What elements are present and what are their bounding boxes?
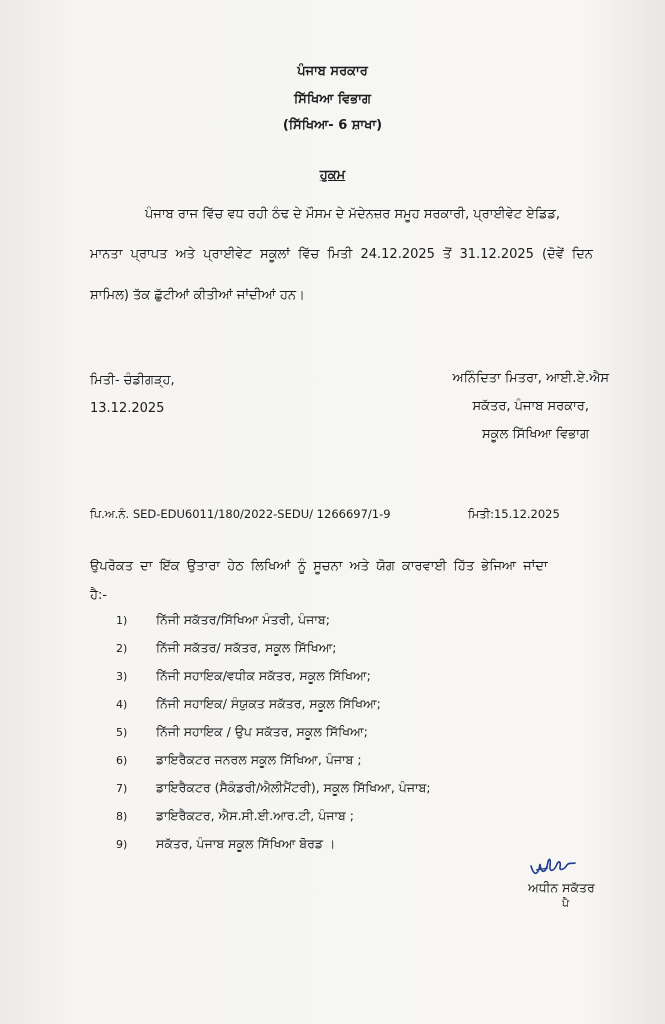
list-item-number: 8) xyxy=(116,810,128,823)
list-item-number: 9) xyxy=(116,838,128,851)
list-item xyxy=(0,698,665,722)
list-item xyxy=(0,614,665,638)
endorsement-ref-date: ਮਿਤੀ:15.12.2025 xyxy=(468,507,560,521)
copy-forwarded-line-1: ਉਪਰੋਕਤ ਦਾ ਇੱਕ ਉਤਾਰਾ ਹੇਠ ਲਿਖਿਆਂ ਨੂੰ ਸੂਚਨਾ ਅਤੇ ਯੋਗ ਕਾਰਵਾਈ ਹਿੱਤ ਭੇਜਿਆ ਜਾਂਦਾ xyxy=(90,559,548,574)
list-item-text: ਡਾਇਰੈਕਟਰ ਜਨਰਲ ਸਕੂਲ ਸਿੱਖਿਆ, ਪੰਜਾਬ ; xyxy=(156,752,362,767)
list-item xyxy=(0,754,665,778)
list-item-text: ਨਿੱਜੀ ਸਹਾਇਕ / ਉਪ ਸਕੱਤਰ, ਸਕੂਲ ਸਿੱਖਿਆ; xyxy=(156,724,368,739)
list-item-text: ਡਾਇਰੈਕਟਰ (ਸੈਕੰਡਰੀ/ਐਲੀਮੈਂਟਰੀ), ਸਕੂਲ ਸਿੱਖਿਆ, ਪੰਜਾਬ; xyxy=(156,780,431,795)
list-item xyxy=(0,670,665,694)
list-item-text: ਨਿੱਜੀ ਸਹਾਇਕ/ ਸੰਯੁਕਤ ਸਕੱਤਰ, ਸਕੂਲ ਸਿੱਖਿਆ; xyxy=(156,696,381,711)
signatory-name: ਅਨਿੰਦਿਤਾ ਮਿਤਰਾ, ਆਈ.ਏ.ਐਸ xyxy=(452,371,609,386)
endorsement-ref-number: ਪਿ.ਅ.ਨੰ. SED-EDU6011/180/2022-SEDU/ 1266697/1-9 xyxy=(90,507,391,521)
order-body-line-3: ਸ਼ਾਮਿਲ) ਤੱਕ ਛੁੱਟੀਆਂ ਕੀਤੀਆਂ ਜਾਂਦੀਆਂ ਹਨ। xyxy=(90,288,305,303)
header-department: ਸਿੱਖਿਆ ਵਿਭਾਗ xyxy=(293,92,371,107)
list-item xyxy=(0,642,665,666)
list-item-text: ਨਿੱਜੀ ਸਹਾਇਕ/ਵਧੀਕ ਸਕੱਤਰ, ਸਕੂਲ ਸਿੱਖਿਆ; xyxy=(156,668,371,683)
header-government: ਪੰਜਾਬ ਸਰਕਾਰ xyxy=(297,64,368,79)
issue-place: ਮਿਤੀ- ਚੰਡੀਗੜ੍ਹ, xyxy=(90,373,175,388)
list-item-number: 6) xyxy=(116,754,128,767)
list-item-text: ਡਾਇਰੈਕਟਰ, ਐਸ.ਸੀ.ਈ.ਆਰ.ਟੀ, ਪੰਜਾਬ ; xyxy=(156,808,355,823)
handwritten-signature xyxy=(528,852,578,882)
order-title: ਹੁਕਮ xyxy=(319,168,346,183)
list-item-text: ਨਿੱਜੀ ਸਕੱਤਰ/ਸਿੱਖਿਆ ਮੰਤਰੀ, ਪੰਜਾਬ; xyxy=(156,612,330,627)
header-branch: (ਸਿੱਖਿਆ- 6 ਸ਼ਾਖਾ) xyxy=(282,118,383,133)
signatory-title: ਸਕੱਤਰ, ਪੰਜਾਬ ਸਰਕਾਰ, xyxy=(472,399,589,414)
list-item-number: 7) xyxy=(116,782,128,795)
handwritten-initials: ਪੈ xyxy=(562,897,570,910)
signatory-department: ਸਕੂਲ ਸਿੱਖਿਆ ਵਿਭਾਗ xyxy=(481,427,589,442)
list-item-number: 3) xyxy=(116,670,128,683)
list-item xyxy=(0,810,665,834)
list-item-number: 5) xyxy=(116,726,128,739)
list-item-number: 2) xyxy=(116,642,128,655)
list-item xyxy=(0,726,665,750)
list-item-number: 1) xyxy=(116,614,128,627)
list-item-number: 4) xyxy=(116,698,128,711)
order-body-line-2: ਮਾਨਤਾ ਪ੍ਰਾਪਤ ਅਤੇ ਪ੍ਰਾਈਵੇਟ ਸਕੂਲਾਂ ਵਿੱਚ ਮਿਤੀ 24.12.2025 ਤੋਂ 31.12.2025 (ਦੋਵੇਂ ਦਿਨ xyxy=(90,247,593,262)
copy-forwarded-line-2: ਹੈ:- xyxy=(90,588,108,603)
list-item-text: ਨਿੱਜੀ ਸਕੱਤਰ/ ਸਕੱਤਰ, ਸਕੂਲ ਸਿੱਖਿਆ; xyxy=(156,640,337,655)
under-secretary-label: ਅਧੀਨ ਸਕੱਤਰ xyxy=(528,880,595,895)
issue-date: 13.12.2025 xyxy=(90,401,165,416)
list-item xyxy=(0,782,665,806)
list-item-text: ਸਕੱਤਰ, ਪੰਜਾਬ ਸਕੂਲ ਸਿੱਖਿਆ ਬੋਰਡ । xyxy=(156,836,336,851)
order-body-line-1: ਪੰਜਾਬ ਰਾਜ ਵਿੱਚ ਵਧ ਰਹੀ ਠੰਢ ਦੇ ਮੌਸਮ ਦੇ ਮੱਦੇਨਜ਼ਰ ਸਮੂਹ ਸਰਕਾਰੀ, ਪ੍ਰਾਈਵੇਟ ਏਡਿਡ, xyxy=(145,207,561,222)
